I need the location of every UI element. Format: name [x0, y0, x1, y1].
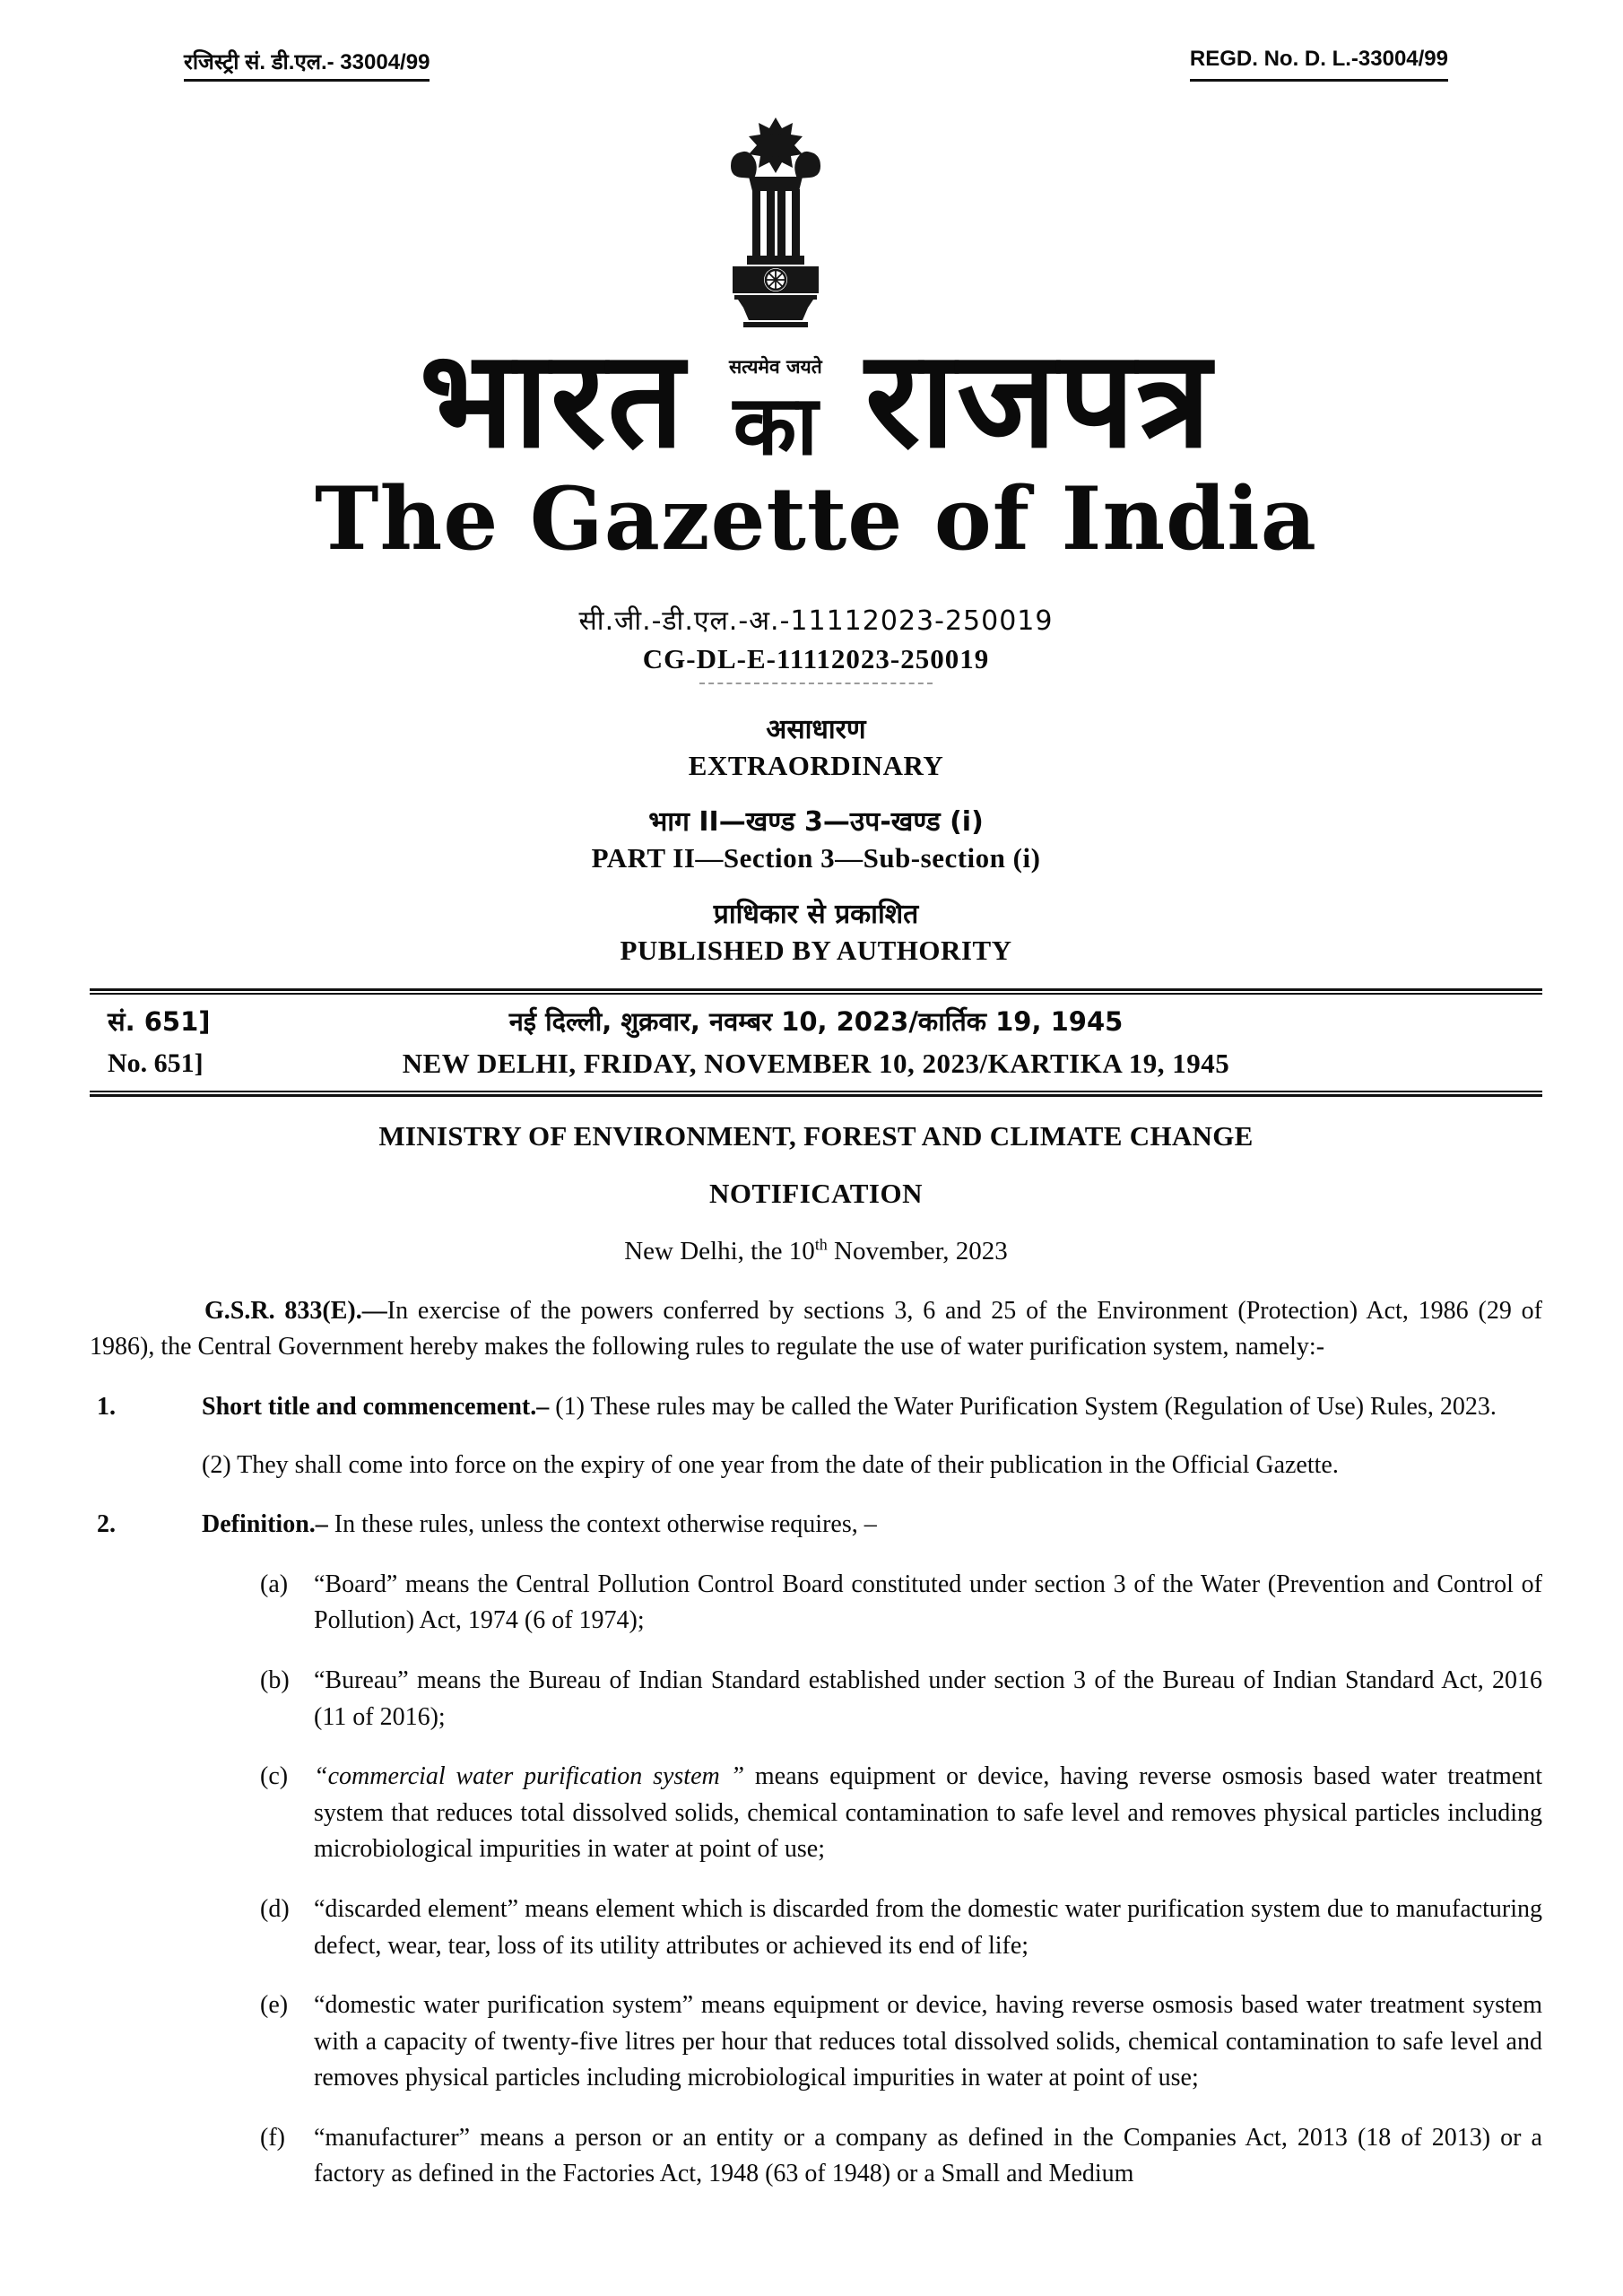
rule-text: (1) These rules may be called the Water Purification System (Regulation of Use) Rules, 2023.	[549, 1392, 1497, 1421]
edition-label-hindi: असाधारण	[766, 713, 866, 745]
gazette-id-block	[90, 601, 1542, 684]
masthead-title-hindi-right: राजपत्र	[864, 322, 1213, 478]
part-label-hindi: भाग II—खण्ड 3—उप-खण्ड (i)	[648, 805, 984, 838]
definition-label: (b)	[260, 1665, 290, 1694]
definition-label: (a)	[260, 1570, 289, 1598]
definition-text-rest: means equipment or device, having reverse osmosis based water treatment system that reduces total dissolved solids, chemical contamination to safe level and removes physical particles including microbiological impurities in water at point of use;	[314, 1762, 1542, 1864]
rule-item-2	[90, 1507, 1542, 1544]
definition-item-e	[260, 1987, 1542, 2097]
masthead-title-hindi-left: भारत	[419, 322, 686, 478]
definition-text: “domestic water purification system” means equipment or device, having reverse osmosis based water treatment system with a capacity of twenty-five litres per hour that reduces total dissolved solids, chemical contamination to safe level and removes physical particles including microbiological impurities in water at point of use;	[314, 1991, 1542, 2092]
definition-item-a	[260, 1567, 1542, 1639]
masthead	[90, 112, 1542, 478]
emblem-column	[716, 112, 835, 474]
rule-number: 1.	[97, 1392, 116, 1421]
rule-text: In these rules, unless the context otherwise requires, –	[327, 1510, 877, 1539]
definition-label: (f)	[260, 2123, 285, 2152]
masthead-title-english: The Gazette of India	[315, 468, 1317, 570]
issue-band-inner	[90, 993, 1542, 1092]
definition-item-c	[260, 1759, 1542, 1868]
national-emblem-icon	[716, 112, 835, 352]
gsr-paragraph	[90, 1293, 1542, 1366]
definition-item-d	[260, 1892, 1542, 1964]
definition-text	[314, 1759, 1542, 1868]
authority-label-hindi: प्राधिकार से प्रकाशित	[713, 898, 919, 930]
rule-item-1	[90, 1389, 1542, 1483]
masthead-title-hindi-center: का	[733, 378, 819, 474]
place-date-suffix: November, 2023	[827, 1236, 1008, 1265]
definition-term-italic: “commercial water purification system ”	[314, 1762, 745, 1791]
dashed-separator	[699, 683, 933, 684]
rule-body	[202, 1507, 1542, 1544]
edition-label-english: EXTRAORDINARY	[688, 749, 944, 781]
authority-label-english: PUBLISHED BY AUTHORITY	[620, 934, 1012, 966]
rule-title: Definition.–	[202, 1510, 328, 1539]
registration-number-hindi: रजिस्ट्री सं. डी.एल.- 33004/99	[184, 47, 430, 82]
place-date-ordinal: th	[814, 1235, 828, 1254]
definition-label: (e)	[260, 1991, 289, 2020]
issue-number-hindi: सं. 651]	[108, 1005, 211, 1037]
edition-block	[90, 709, 1542, 967]
gazette-id-english: CG-DL-E-11112023-250019	[642, 642, 990, 674]
gsr-text: In exercise of the powers conferred by sections 3, 6 and 25 of the Environment (Protection) Act, 1986 (29 of 1986), the Central Government hereby makes the following rules to regulate the use of water purification system, namely:-	[90, 1296, 1542, 1361]
definition-label: (c)	[260, 1762, 289, 1791]
issue-date-hindi: नई दिल्ली, शुक्रवार, नवम्बर 10, 2023/कार्तिक 19, 1945	[508, 1005, 1124, 1037]
issue-number-english: No. 651]	[108, 1048, 204, 1078]
definition-text: “manufacturer” means a person or an entity or a company as defined in the Companies Act, 2013 (18 of 2013) or a factory as defined in the Factories Act, 1948 (63 of 1948) or a Small and Medium	[314, 2123, 1542, 2188]
definitions-list	[90, 1567, 1542, 2193]
part-label-english: PART II—Section 3—Sub-section (i)	[591, 841, 1041, 874]
registration-row	[90, 47, 1542, 82]
definition-label: (d)	[260, 1894, 290, 1923]
rule-clause-2: (2) They shall come into force on the expiry of one year from the date of their publication in the Official Gazette.	[202, 1450, 1339, 1479]
registration-number-english: REGD. No. D. L.-33004/99	[1190, 47, 1448, 82]
place-date-prefix: New Delhi, the 10	[624, 1236, 815, 1265]
definition-text: “Board” means the Central Pollution Control Board constituted under section 3 of the Water (Prevention and Control of Pollution) Act, 1974 (6 of 1974);	[314, 1570, 1542, 1635]
rule-number: 2.	[97, 1510, 116, 1539]
place-date-line	[90, 1237, 1542, 1266]
gsr-number: G.S.R. 833(E).—	[204, 1296, 387, 1325]
definition-item-f	[260, 2120, 1542, 2193]
issue-row-hindi	[108, 1004, 1524, 1039]
rule-body	[202, 1389, 1542, 1483]
issue-date-english: NEW DELHI, FRIDAY, NOVEMBER 10, 2023/KARTIKA 19, 1945	[402, 1047, 1230, 1079]
issue-band	[90, 988, 1542, 1097]
rule-title: Short title and commencement.–	[202, 1392, 550, 1421]
definition-item-b	[260, 1663, 1542, 1735]
rule-clause-1	[202, 1393, 1497, 1421]
notification-heading: NOTIFICATION	[709, 1177, 923, 1209]
emblem-motto: सत्यमेव जयते	[728, 356, 822, 378]
issue-row-english	[108, 1048, 1524, 1080]
definition-text: “Bureau” means the Bureau of Indian Standard established under section 3 of the Bureau of Indian Standard Act, 2016 (11 of 2016);	[314, 1665, 1542, 1731]
ministry-heading: MINISTRY OF ENVIRONMENT, FOREST AND CLIMATE CHANGE	[378, 1119, 1254, 1152]
gazette-id-hindi: सी.जी.-डी.एल.-अ.-11112023-250019	[578, 604, 1054, 637]
definition-text: “discarded element” means element which is discarded from the domestic water purification system due to manufacturing defect, wear, tear, loss of its utility attributes or achieved its end of life;	[314, 1894, 1542, 1960]
